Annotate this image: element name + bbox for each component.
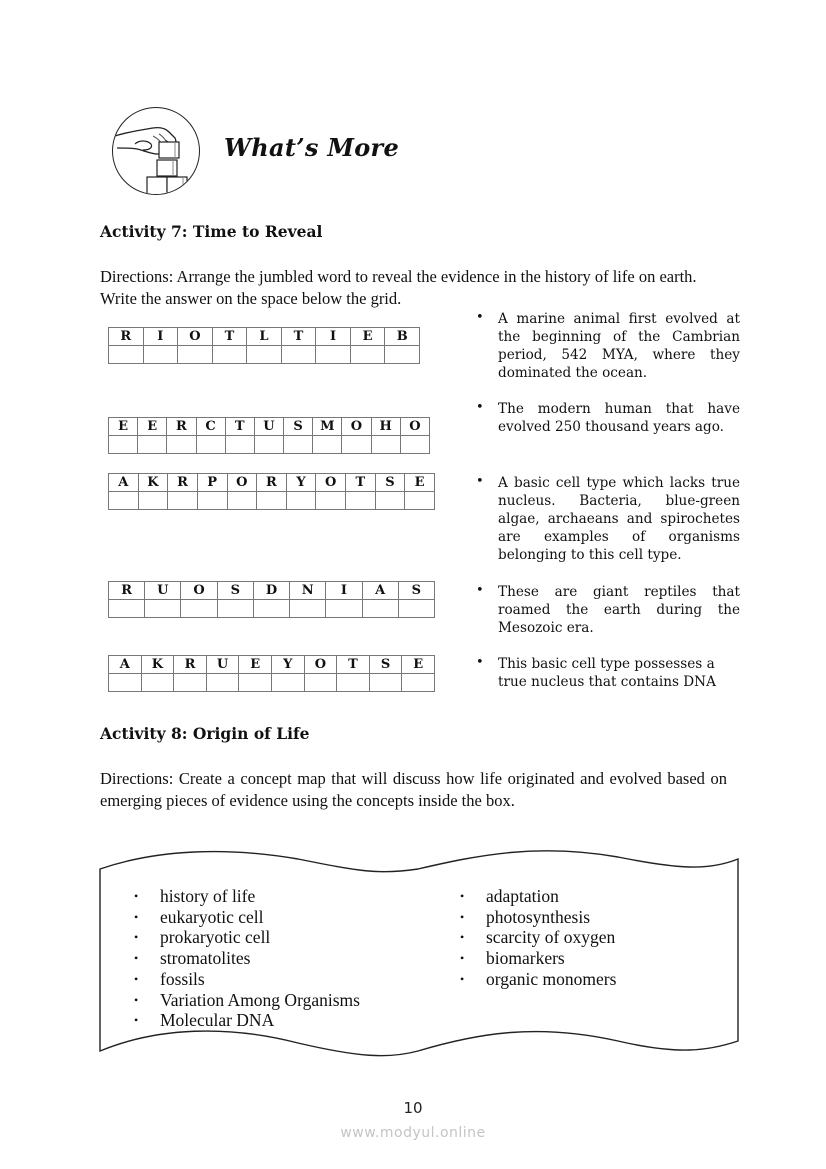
answer-cell[interactable]: [197, 492, 227, 510]
letter-cell: S: [369, 656, 402, 674]
clue-3: [476, 474, 740, 564]
bullet-icon: •: [134, 951, 139, 966]
answer-row: [109, 492, 435, 510]
answer-row: [109, 436, 430, 454]
letter-cell: S: [284, 418, 313, 436]
answer-cell[interactable]: [346, 492, 376, 510]
hand-stacking-blocks-icon: [112, 107, 200, 195]
letter-cell: N: [290, 582, 326, 600]
letter-cell: E: [109, 418, 138, 436]
clue-text: These are giant reptiles that roamed the earth during the Mesozoic era.: [498, 584, 740, 636]
activity-7-title: Activity 7: Time to Reveal: [100, 222, 323, 241]
letter-cell: M: [313, 418, 342, 436]
answer-cell[interactable]: [281, 346, 316, 364]
letter-cell: I: [143, 328, 178, 346]
bullet-icon: •: [476, 474, 484, 489]
answer-cell[interactable]: [375, 492, 405, 510]
concept-item: [134, 990, 360, 1011]
answer-cell[interactable]: [174, 674, 207, 692]
answer-cell[interactable]: [290, 600, 326, 618]
bullet-icon: •: [460, 930, 465, 945]
letter-cell: H: [371, 418, 400, 436]
concept-label: biomarkers: [486, 948, 565, 969]
answer-cell[interactable]: [385, 346, 420, 364]
letter-cell: O: [316, 474, 346, 492]
answer-cell[interactable]: [145, 600, 181, 618]
answer-cell[interactable]: [254, 436, 283, 454]
answer-cell[interactable]: [109, 436, 138, 454]
answer-cell[interactable]: [109, 674, 142, 692]
answer-cell[interactable]: [239, 674, 272, 692]
letter-cell: R: [109, 582, 145, 600]
letter-cell: T: [281, 328, 316, 346]
letter-cell: T: [212, 328, 247, 346]
letter-cell: U: [145, 582, 181, 600]
answer-cell[interactable]: [257, 492, 287, 510]
letter-cell: R: [168, 474, 198, 492]
letter-cell: S: [375, 474, 405, 492]
letter-cell: R: [167, 418, 196, 436]
answer-cell[interactable]: [217, 600, 253, 618]
concept-list-right: [460, 886, 616, 990]
answer-cell[interactable]: [227, 492, 257, 510]
answer-cell[interactable]: [316, 492, 346, 510]
answer-cell[interactable]: [342, 436, 371, 454]
answer-cell[interactable]: [212, 346, 247, 364]
bullet-icon: •: [476, 400, 484, 415]
answer-cell[interactable]: [337, 674, 370, 692]
letter-cell: C: [196, 418, 225, 436]
answer-cell[interactable]: [304, 674, 337, 692]
letter-cell: T: [337, 656, 370, 674]
letter-cell: L: [247, 328, 282, 346]
letter-cell: I: [316, 328, 351, 346]
answer-cell[interactable]: [362, 600, 398, 618]
letter-cell: T: [346, 474, 376, 492]
letter-cell: O: [304, 656, 337, 674]
concept-item: [134, 907, 360, 928]
answer-cell[interactable]: [286, 492, 316, 510]
answer-row: [109, 600, 435, 618]
jumbled-letters-row: [109, 582, 435, 600]
letter-cell: I: [326, 582, 362, 600]
bullet-icon: •: [134, 930, 139, 945]
jumbled-letters-row: [109, 656, 435, 674]
letter-cell: R: [174, 656, 207, 674]
clue-2: [476, 400, 740, 436]
answer-cell[interactable]: [271, 674, 304, 692]
letter-cell: P: [197, 474, 227, 492]
concept-item: [134, 969, 360, 990]
letter-cell: B: [385, 328, 420, 346]
letter-cell: Y: [286, 474, 316, 492]
bullet-icon: •: [460, 971, 465, 986]
answer-cell[interactable]: [167, 436, 196, 454]
jumbled-word-grid-5: [108, 655, 435, 692]
clue-4: [476, 583, 740, 637]
answer-cell[interactable]: [247, 346, 282, 364]
answer-cell[interactable]: [225, 436, 254, 454]
concept-label: photosynthesis: [486, 906, 591, 927]
concept-item: [460, 907, 616, 928]
answer-cell[interactable]: [369, 674, 402, 692]
page-number: 10: [403, 1099, 423, 1117]
concept-item: [134, 927, 360, 948]
answer-cell[interactable]: [326, 600, 362, 618]
letter-cell: A: [109, 474, 139, 492]
answer-row: [109, 674, 435, 692]
letter-cell: U: [206, 656, 239, 674]
concept-item: [460, 969, 616, 990]
clue-5: [476, 655, 740, 691]
answer-cell[interactable]: [138, 436, 167, 454]
bullet-icon: •: [476, 583, 484, 598]
concept-label: stromatolites: [160, 948, 251, 969]
letter-cell: Y: [271, 656, 304, 674]
bullet-icon: •: [134, 992, 139, 1007]
letter-cell: D: [253, 582, 289, 600]
concept-label: organic monomers: [486, 968, 617, 989]
concept-item: [460, 948, 616, 969]
concept-label: eukaryotic cell: [160, 906, 264, 927]
bullet-icon: •: [476, 310, 484, 325]
jumbled-letters-row: [109, 418, 430, 436]
jumbled-word-grid-3: [108, 473, 435, 510]
concept-item: [460, 927, 616, 948]
letter-cell: O: [227, 474, 257, 492]
answer-cell[interactable]: [178, 346, 213, 364]
letter-cell: R: [109, 328, 144, 346]
activity-8-directions: Directions: Create a concept map that will discuss how life originated and evolved based on emerging pieces of evidence using the concepts inside the box.: [100, 769, 727, 810]
jumbled-letters-row: [109, 474, 435, 492]
letter-cell: T: [225, 418, 254, 436]
letter-cell: R: [257, 474, 287, 492]
answer-cell[interactable]: [109, 600, 145, 618]
clue-1: [476, 310, 740, 382]
jumbled-word-grid-2: [108, 417, 430, 454]
answer-cell[interactable]: [168, 492, 198, 510]
answer-cell[interactable]: [141, 674, 174, 692]
bullet-icon: •: [460, 909, 465, 924]
answer-row: [109, 346, 420, 364]
answer-cell[interactable]: [350, 346, 385, 364]
letter-cell: S: [398, 582, 434, 600]
answer-cell[interactable]: [398, 600, 434, 618]
clue-text: The modern human that have evolved 250 thousand years ago.: [498, 401, 740, 435]
letter-cell: O: [178, 328, 213, 346]
bullet-icon: •: [460, 951, 465, 966]
section-title: What’s More: [224, 133, 400, 162]
answer-cell[interactable]: [253, 600, 289, 618]
letter-cell: O: [400, 418, 429, 436]
activity-7-directions: Directions: Arrange the jumbled word to reveal the evidence in the history of life on earth. Write the answer on the space below the grid.: [100, 267, 697, 308]
concept-label: Variation Among Organisms: [160, 989, 360, 1010]
letter-cell: E: [138, 418, 167, 436]
letter-cell: O: [342, 418, 371, 436]
letter-cell: E: [239, 656, 272, 674]
watermark-link[interactable]: www.modyul.online: [340, 1125, 486, 1141]
activity-8-title: Activity 8: Origin of Life: [100, 724, 310, 743]
letter-cell: O: [181, 582, 217, 600]
concept-label: fossils: [160, 968, 205, 989]
answer-cell[interactable]: [400, 436, 429, 454]
letter-cell: E: [350, 328, 385, 346]
answer-cell[interactable]: [313, 436, 342, 454]
concept-list-left: [134, 886, 360, 1031]
bullet-icon: •: [134, 1013, 139, 1028]
letter-cell: K: [141, 656, 174, 674]
answer-cell[interactable]: [138, 492, 168, 510]
jumbled-word-grid-1: [108, 327, 420, 364]
concept-label: scarcity of oxygen: [486, 927, 616, 948]
letter-cell: A: [362, 582, 398, 600]
concept-label: prokaryotic cell: [160, 927, 271, 948]
answer-cell[interactable]: [109, 346, 144, 364]
concept-label: adaptation: [486, 886, 559, 906]
answer-cell[interactable]: [371, 436, 400, 454]
clue-text: A basic cell type which lacks true nucleus. Bacteria, blue-green algae, archaeans and spirochetes are examples of organisms belonging to this cell type.: [498, 475, 740, 563]
concept-label: Molecular DNA: [160, 1010, 275, 1031]
answer-cell[interactable]: [284, 436, 313, 454]
letter-cell: E: [402, 656, 435, 674]
letter-cell: A: [109, 656, 142, 674]
letter-cell: U: [254, 418, 283, 436]
letter-cell: S: [217, 582, 253, 600]
answer-cell[interactable]: [405, 492, 435, 510]
answer-cell[interactable]: [316, 346, 351, 364]
letter-cell: E: [405, 474, 435, 492]
answer-cell[interactable]: [206, 674, 239, 692]
concept-item: [134, 886, 360, 907]
clue-text: This basic cell type possesses a true nucleus that contains DNA: [498, 656, 716, 690]
concept-item: [460, 886, 616, 907]
concept-label: history of life: [160, 886, 256, 906]
bullet-icon: •: [476, 655, 484, 670]
answer-cell[interactable]: [109, 492, 139, 510]
bullet-icon: •: [134, 889, 139, 903]
concept-item: [134, 1010, 360, 1031]
concept-box: [98, 845, 740, 1057]
answer-cell[interactable]: [143, 346, 178, 364]
bullet-icon: •: [134, 909, 139, 924]
jumbled-word-grid-4: [108, 581, 435, 618]
bullet-icon: •: [134, 971, 139, 986]
answer-cell[interactable]: [196, 436, 225, 454]
answer-cell[interactable]: [181, 600, 217, 618]
jumbled-letters-row: [109, 328, 420, 346]
concept-item: [134, 948, 360, 969]
clue-text: A marine animal first evolved at the beginning of the Cambrian period, 542 MYA, where they dominated the ocean.: [498, 311, 740, 381]
answer-cell[interactable]: [402, 674, 435, 692]
bullet-icon: •: [460, 889, 465, 903]
letter-cell: K: [138, 474, 168, 492]
